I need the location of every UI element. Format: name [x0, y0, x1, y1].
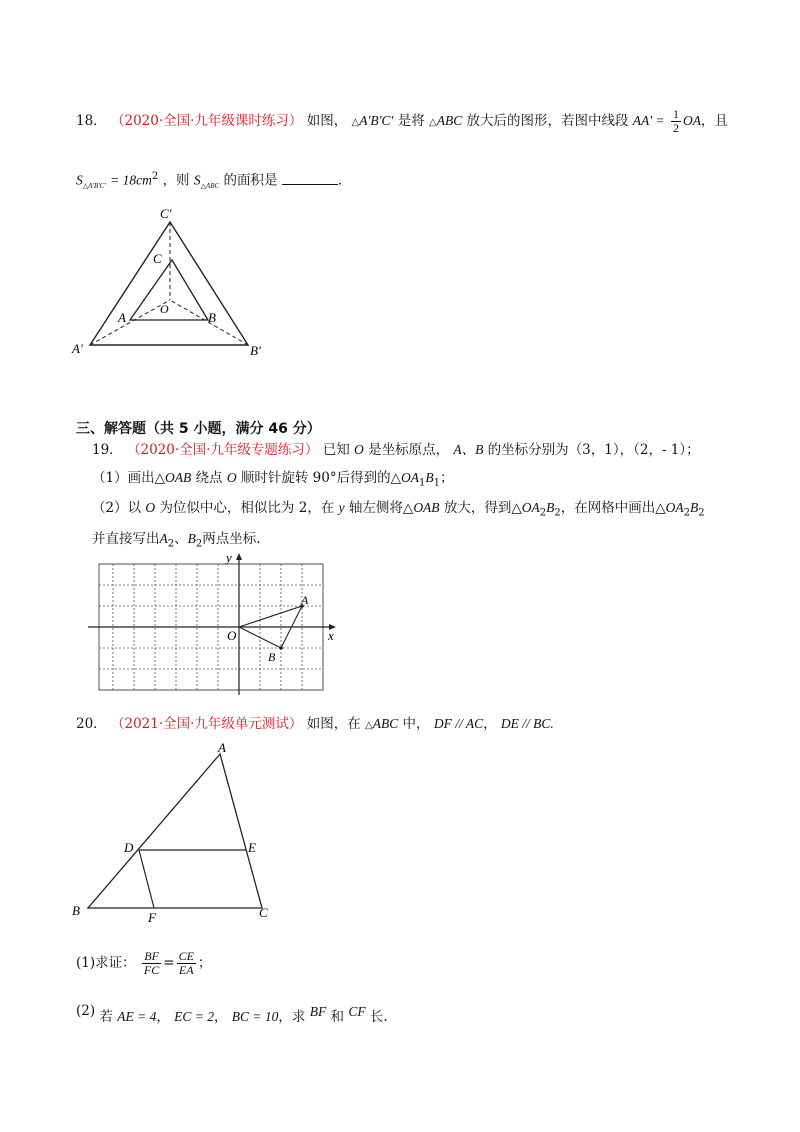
subscript: 2 [698, 507, 705, 519]
q20-number: 20． [76, 716, 107, 732]
area-subscript: △A'B'C' [82, 182, 106, 191]
q19-result: B [690, 500, 699, 515]
q20-bf: BF [309, 1004, 327, 1019]
q19-oab: OAB [164, 470, 192, 485]
q20-part-number: (2) [76, 1003, 96, 1019]
fraction-numerator: CE [178, 949, 194, 963]
q19-line1 [92, 441, 700, 459]
point-b [279, 646, 283, 650]
fraction-numerator: 1 [672, 107, 679, 121]
q20-source: （2021·全国·九年级单元测试） [110, 716, 303, 732]
q19-o: O [145, 500, 156, 515]
label-d: D [124, 840, 134, 855]
q19-result: OA [400, 470, 419, 485]
q19-part1 [92, 469, 453, 493]
q19-ab: A、B [453, 442, 484, 457]
q20-text: ， [156, 1009, 170, 1025]
q19-a2: A [159, 531, 168, 546]
label-o: O [227, 628, 237, 643]
triangle-symbol-icon: △ [351, 117, 360, 128]
triangle-small [130, 260, 208, 320]
q18-text: ，则 [162, 172, 190, 189]
triangle-abc [88, 754, 262, 908]
label-c-prime: C' [160, 206, 172, 221]
q20-condition-1: DF // AC [433, 716, 484, 731]
q19-text: 两点坐标. [202, 531, 261, 547]
dashed-oa [90, 300, 170, 345]
q20-text: ， [483, 716, 497, 732]
label-c: C [259, 905, 268, 920]
triangle-symbol-icon: △ [429, 117, 437, 128]
area-symbol: S [76, 172, 83, 188]
q20-text: (1)求证： [76, 955, 136, 971]
q18-oa: OA [682, 113, 701, 128]
q19-text: ； [439, 470, 454, 486]
q19-y: y [338, 500, 345, 515]
q18-source: （2020·全国·九年级课时练习） [110, 113, 303, 129]
answer-blank[interactable] [282, 170, 338, 185]
q20-triangle: ABC [372, 716, 399, 731]
q20-text: ； [197, 955, 212, 971]
label-b: B [208, 310, 216, 325]
q19-text: （1）画出△ [92, 470, 165, 486]
q18-figure [60, 200, 280, 370]
q20-text: ，求 [278, 1009, 306, 1025]
q18-text: 是将 [397, 113, 425, 129]
triangle-big [90, 222, 248, 345]
q20-text: 如图，在 [306, 716, 361, 732]
q18-fraction [671, 108, 681, 135]
q18-text: ，且 [700, 113, 728, 129]
subscript: 2 [195, 538, 203, 550]
q18-number: 18． [76, 113, 107, 129]
q20-part2 [76, 1003, 388, 1026]
q18-line2 [76, 168, 351, 195]
q19-text: 轴左侧将△ [348, 500, 414, 516]
q20-cf: CF [348, 1004, 366, 1019]
label-a: A [301, 593, 309, 607]
q19-text: 的坐标分别为（3，1），（2，- 1）； [487, 442, 700, 458]
label-f: F [148, 910, 156, 925]
q19-text: ，在网格中画出△ [560, 500, 666, 516]
q19-grid-figure [88, 550, 348, 700]
equals-sign: = [163, 955, 175, 971]
q20-text: 长. [369, 1009, 388, 1025]
area-superscript: 2 [151, 171, 159, 182]
label-b: B [268, 650, 276, 664]
label-c: C [153, 251, 162, 266]
q20-ec: EC = 2 [174, 1009, 214, 1024]
label-y: y [226, 550, 232, 565]
q18-text: ． [337, 172, 352, 189]
label-e: E [248, 840, 256, 855]
q19-result: B [425, 470, 434, 485]
q19-text: （2）以 [92, 500, 142, 516]
q18-triangle-big: A'B'C' [359, 113, 394, 128]
q20-ae: AE = 4 [117, 1009, 157, 1024]
q19-text: 放大，得到△ [443, 500, 522, 516]
segment-df [139, 850, 154, 908]
q19-text: 已知 [322, 442, 350, 458]
fraction-denominator: FC [143, 963, 160, 977]
section-heading: 三、解答题（共 5 小题，满分 46 分） [76, 421, 321, 437]
q20-text: 中， [402, 716, 430, 732]
q18-segment: AA' = [632, 113, 665, 128]
label-b: B [72, 903, 80, 918]
fraction-numerator: BF [144, 949, 159, 963]
area-subscript: △ABC [200, 182, 220, 191]
y-axis-arrow-icon [236, 553, 242, 560]
label-b-prime: B' [250, 343, 261, 358]
q19-result: OA [521, 500, 540, 515]
fraction-ce-ea [177, 950, 196, 977]
label-a-prime: A' [72, 341, 83, 356]
q19-o: O [226, 470, 237, 485]
q19-text: 并直接写出 [92, 531, 160, 547]
q20-text: 和 [330, 1009, 345, 1025]
q18-text: 如图， [306, 113, 348, 129]
q19-result: OA [665, 500, 684, 515]
q19-text: 顺时针旋转 90°后得到的△ [240, 470, 401, 486]
q18-text: 放大后的图形，若图中线段 [466, 113, 629, 129]
label-o: O [160, 302, 169, 316]
fraction-denominator: 2 [672, 121, 679, 135]
fraction-bf-fc [142, 950, 161, 977]
subscript: 2 [554, 507, 561, 519]
q20-bc: BC = 10 [231, 1009, 279, 1024]
q20-figure [66, 740, 286, 930]
q19-text: 为位似中心，相似比为 2 [159, 500, 308, 516]
fraction-denominator: EA [178, 963, 194, 977]
subscript: 2 [683, 507, 691, 519]
q20-condition-2: DE // BC. [500, 716, 554, 731]
area-value: = 18cm [110, 172, 152, 188]
q19-oab: OAB [413, 500, 440, 515]
triangle-symbol-icon: △ [365, 720, 373, 731]
subscript: 1 [433, 477, 440, 489]
q19-number: 19． [92, 442, 123, 458]
q19-part2 [92, 499, 705, 523]
label-a: A [218, 740, 226, 755]
q20-line1 [76, 715, 554, 735]
q19-text: ，在 [307, 500, 335, 516]
q19-result: B [546, 500, 555, 515]
q18-text: 的面积是 [223, 172, 278, 189]
q18-line1 [76, 108, 728, 135]
q19-text: 、 [174, 531, 188, 547]
q20-text: ， [214, 1009, 228, 1025]
subscript: 2 [167, 538, 175, 550]
label-a: A [118, 310, 126, 325]
q20-text: 若 [99, 1009, 113, 1025]
q19-text: 是坐标原点， [368, 442, 450, 458]
subscript: 2 [539, 507, 547, 519]
q19-text: 绕点 [195, 470, 223, 486]
area-symbol: S [193, 172, 201, 188]
q19-o: O [354, 442, 364, 457]
label-x: x [328, 628, 334, 643]
q20-part1 [76, 950, 211, 977]
q19-source: （2020·全国·九年级专题练习） [126, 442, 319, 458]
subscript: 1 [418, 477, 426, 489]
q19-b2: B [187, 531, 196, 546]
q18-triangle-small: ABC [436, 113, 463, 128]
